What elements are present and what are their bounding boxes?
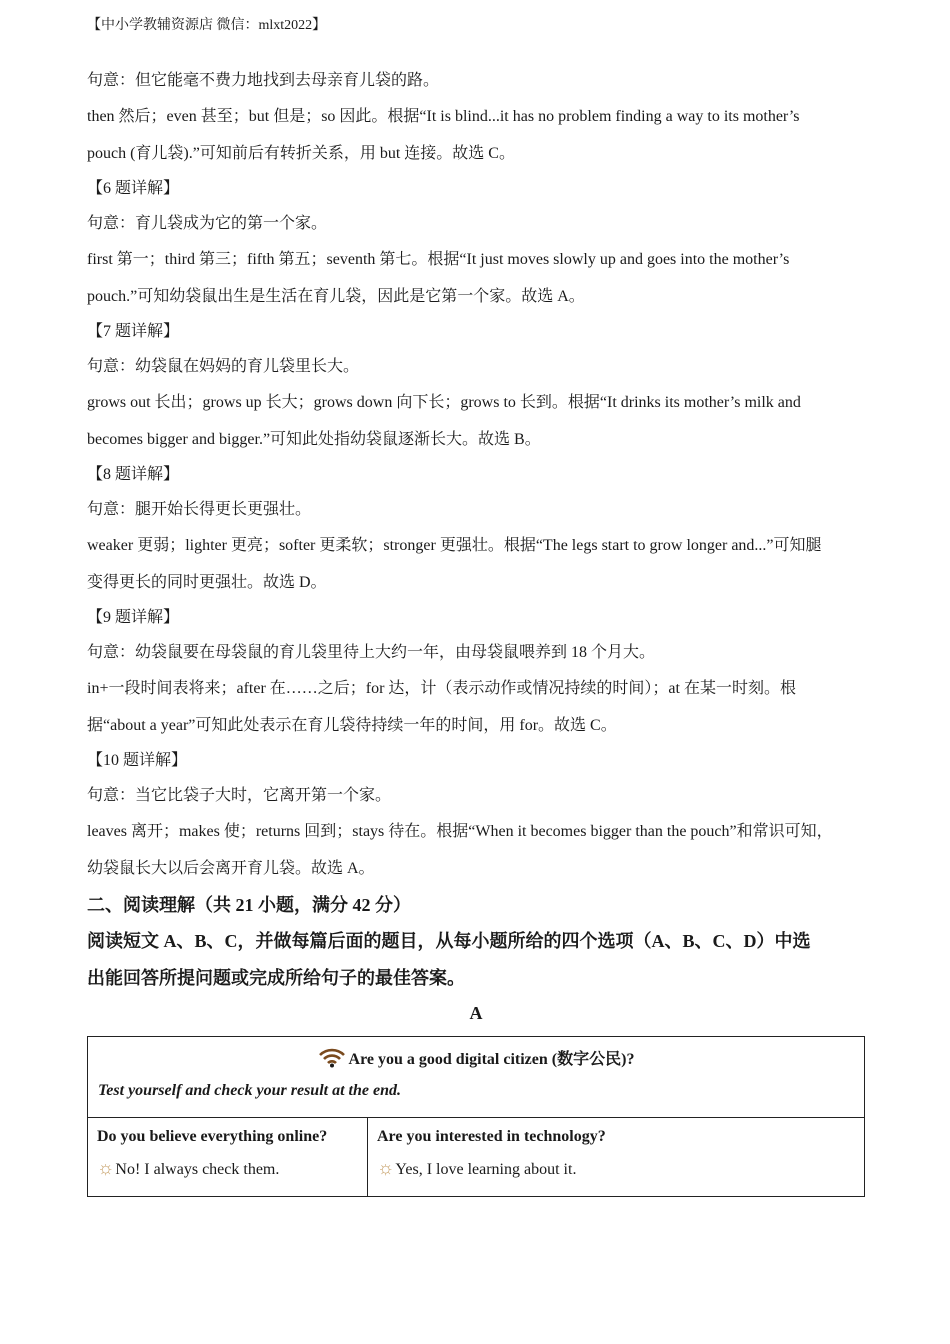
wifi-icon — [318, 1046, 346, 1077]
explanation-7 — [87, 384, 865, 458]
explanation-7-line-2: becomes bigger and bigger.”可知此处指幼袋鼠逐渐长大。故选 B。 — [87, 431, 541, 448]
sentence-meaning-8: 句意：腿开始长得更长更强壮。 — [87, 501, 312, 518]
answer-1: No! I always check them. — [115, 1161, 280, 1178]
sentence-meaning-5: 句意：但它能毫不费力地找到去母亲育儿袋的路。 — [87, 72, 440, 89]
sentence-meaning-10: 句意：当它比袋子大时，它离开第一个家。 — [87, 787, 392, 804]
quiz-subtitle: Test yourself and check your result at the end. — [98, 1082, 401, 1099]
question-cell-1 — [88, 1118, 368, 1197]
sentence-meaning-6: 句意：育儿袋成为它的第一个家。 — [87, 215, 328, 232]
answer-2-row — [377, 1158, 855, 1181]
explanation-9 — [87, 670, 865, 744]
explanation-10 — [87, 813, 865, 887]
answer-2: Yes, I love learning about it. — [395, 1161, 577, 1178]
sun-icon: ☼ — [97, 1158, 115, 1179]
heading-q9: 【9 题详解】 — [87, 609, 180, 626]
explanation-6-line-1: first 第一；third 第三；fifth 第五；seventh 第七。根据“It just moves slowly up and goes into the mother’s — [87, 251, 790, 268]
quiz-title: Are you a good digital citizen (数字公民)? — [348, 1051, 635, 1068]
sentence-meaning-9: 句意：幼袋鼠要在母袋鼠的育儿袋里待上大约一年，由母袋鼠喂养到 18 个月大。 — [87, 644, 656, 661]
explanation-9-line-1: in+一段时间表将来；after 在……之后；for 达，计（表示动作或情况持续的时间）；at 在某一时刻。根 — [87, 680, 796, 697]
instructions-line-2: 出能回答所提问题或完成所给句子的最佳答案。 — [87, 968, 465, 988]
explanation-8-line-1: weaker 更弱；lighter 更亮；softer 更柔软；stronger 更强壮。根据“The legs start to grow longer and...”可知腿 — [87, 537, 822, 554]
explanation-6-line-2: pouch.”可知幼袋鼠出生是生活在育儿袋，因此是它第一个家。故选 A。 — [87, 288, 585, 305]
explanation-7-line-1: grows out 长出；grows up 长大；grows down 向下长；grows to 长到。根据“It drinks its mother’s milk and — [87, 394, 801, 411]
question-cell-2 — [368, 1118, 865, 1197]
passage-letter: A — [469, 1003, 483, 1023]
explanation-8-line-2: 变得更长的同时更强壮。故选 D。 — [87, 574, 327, 591]
question-2: Are you interested in technology? — [377, 1128, 606, 1145]
explanation-6 — [87, 241, 865, 315]
quiz-header-cell — [88, 1037, 865, 1118]
answer-1-row — [97, 1158, 358, 1181]
explanation-9-line-2: 据“about a year”可知此处表示在育儿袋待持续一年的时间，用 for。故选 C。 — [87, 717, 617, 734]
sentence-meaning-7: 句意：幼袋鼠在妈妈的育儿袋里长大。 — [87, 358, 360, 375]
explanation-10-line-2: 幼袋鼠长大以后会离开育儿袋。故选 A。 — [87, 860, 375, 877]
sun-icon: ☼ — [377, 1158, 395, 1179]
question-1: Do you believe everything online? — [97, 1128, 328, 1145]
explanation-5 — [87, 98, 865, 172]
heading-q10: 【10 题详解】 — [87, 752, 188, 769]
quiz-title-row — [89, 1038, 863, 1072]
heading-q7: 【7 题详解】 — [87, 323, 180, 340]
page-header: 【中小学教辅资源店 微信：mlxt2022】 — [87, 18, 327, 33]
explanation-5-line-1: then 然后；even 甚至；but 但是；so 因此。根据“It is blind...it has no problem finding a way to its mother’s — [87, 108, 800, 125]
section-title: 二、阅读理解（共 21 小题，满分 42 分） — [87, 895, 411, 915]
explanation-10-line-1: leaves 离开；makes 使；returns 回到；stays 待在。根据“When it becomes bigger than the pouch”和常识可知， — [87, 823, 833, 840]
heading-q6: 【6 题详解】 — [87, 180, 180, 197]
heading-q8: 【8 题详解】 — [87, 466, 180, 483]
explanation-8 — [87, 527, 865, 601]
quiz-table — [87, 1036, 865, 1197]
section-instructions — [87, 923, 865, 997]
instructions-line-1: 阅读短文 A、B、C，并做每篇后面的题目，从每小题所给的四个选项（A、B、C、D）中选 — [87, 931, 811, 951]
explanation-content — [87, 70, 865, 1037]
explanation-5-line-2: pouch (育儿袋).”可知前后有转折关系，用 but 连接。故选 C。 — [87, 145, 515, 162]
